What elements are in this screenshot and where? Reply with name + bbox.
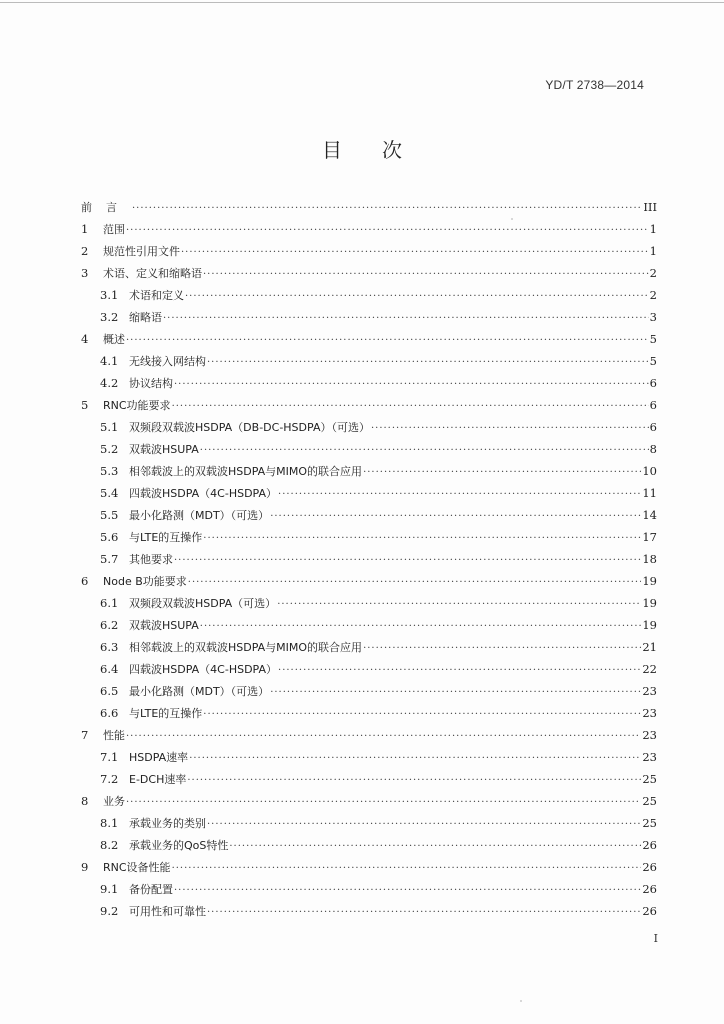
toc-entry-number: 6.5 bbox=[100, 684, 119, 698]
scan-speck bbox=[520, 1000, 522, 1002]
toc-entry[interactable] bbox=[81, 482, 657, 504]
toc-entry-page: 26 bbox=[642, 860, 657, 874]
toc-entry[interactable] bbox=[81, 702, 657, 724]
toc-leader-dots bbox=[174, 880, 641, 902]
toc-leader-dots bbox=[126, 726, 641, 748]
toc-entry-number: 5.7 bbox=[100, 552, 119, 566]
toc-entry-page: 26 bbox=[642, 882, 657, 896]
toc-entry-label: 性能 bbox=[103, 729, 125, 742]
toc-entry[interactable] bbox=[81, 856, 657, 878]
toc-entry[interactable] bbox=[81, 306, 657, 328]
toc-leader-dots bbox=[207, 352, 649, 374]
toc-entry-label: 双载波HSUPA bbox=[129, 619, 199, 632]
toc-entry-number: 9.1 bbox=[100, 882, 119, 896]
toc-entry-number: 3 bbox=[81, 266, 89, 280]
toc-entry-number: 7 bbox=[81, 728, 89, 742]
toc-entry[interactable] bbox=[81, 526, 657, 548]
toc-leader-dots bbox=[277, 594, 641, 616]
toc-entry-label: 承载业务的类别 bbox=[129, 817, 206, 830]
toc-entry-page: 25 bbox=[642, 816, 657, 830]
toc-entry-number: 5.6 bbox=[100, 530, 119, 544]
toc-entry-page: 11 bbox=[642, 486, 657, 500]
toc-entry-number: 9 bbox=[81, 860, 89, 874]
toc-leader-dots bbox=[200, 440, 649, 462]
toc-leader-dots bbox=[126, 220, 649, 242]
toc-entry[interactable] bbox=[81, 394, 657, 416]
toc-entry-label: 规范性引用文件 bbox=[103, 245, 180, 258]
toc-entry-page: 23 bbox=[642, 728, 657, 742]
toc-entry-number: 8.1 bbox=[100, 816, 119, 830]
standard-code: YD/T 2738—2014 bbox=[545, 78, 644, 92]
page-number: I bbox=[653, 932, 658, 945]
toc-entry-number: 1 bbox=[81, 222, 89, 236]
toc-entry-page: 5 bbox=[649, 354, 657, 368]
toc-leader-dots bbox=[203, 528, 641, 550]
scan-top-edge bbox=[0, 2, 724, 3]
toc-entry[interactable] bbox=[81, 834, 657, 856]
toc-leader-dots bbox=[163, 308, 649, 330]
toc-entry[interactable] bbox=[81, 460, 657, 482]
toc-entry-page: 6 bbox=[649, 376, 657, 390]
scan-speck bbox=[511, 218, 513, 220]
toc-leader-dots bbox=[203, 704, 641, 726]
table-of-contents bbox=[81, 196, 657, 922]
toc-entry-number: 7.2 bbox=[100, 772, 119, 786]
toc-entry-number: 5.1 bbox=[100, 420, 119, 434]
toc-entry-page: 2 bbox=[649, 288, 657, 302]
toc-entry-number: 8.2 bbox=[100, 838, 119, 852]
toc-entry-label: 双频段双载波HSDPA（可选） bbox=[129, 597, 277, 610]
toc-entry-number: 5.4 bbox=[100, 486, 119, 500]
toc-entry[interactable] bbox=[81, 790, 657, 812]
toc-entry-number: 7.1 bbox=[100, 750, 119, 764]
toc-entry[interactable] bbox=[81, 416, 657, 438]
toc-entry[interactable] bbox=[81, 592, 657, 614]
toc-entry-label: 与LTE的互操作 bbox=[129, 531, 203, 544]
toc-leader-dots bbox=[126, 330, 649, 352]
toc-entry-page: 8 bbox=[649, 442, 657, 456]
toc-entry[interactable] bbox=[81, 724, 657, 746]
toc-entry-page: 1 bbox=[649, 244, 657, 258]
toc-entry-label: 双载波HSUPA bbox=[129, 443, 199, 456]
toc-entry-page: 23 bbox=[642, 706, 657, 720]
toc-leader-dots bbox=[174, 550, 641, 572]
toc-entry-label: 相邻载波上的双载波HSDPA与MIMO的联合应用 bbox=[129, 641, 363, 654]
toc-leader-dots bbox=[187, 770, 641, 792]
toc-entry-page: 19 bbox=[642, 596, 657, 610]
toc-entry-page: 19 bbox=[642, 574, 657, 588]
toc-entry[interactable] bbox=[81, 262, 657, 284]
toc-entry-number: 6.3 bbox=[100, 640, 119, 654]
toc-entry-label: 概述 bbox=[103, 333, 125, 346]
toc-leader-dots bbox=[371, 418, 649, 440]
toc-leader-dots bbox=[229, 836, 641, 858]
toc-entry-page: III bbox=[643, 200, 657, 214]
toc-entry-page: 3 bbox=[649, 310, 657, 324]
toc-entry[interactable] bbox=[81, 218, 657, 240]
toc-entry[interactable] bbox=[81, 240, 657, 262]
toc-entry[interactable] bbox=[81, 680, 657, 702]
toc-entry-number: 6.1 bbox=[100, 596, 119, 610]
toc-entry-page: 19 bbox=[642, 618, 657, 632]
toc-entry-label: 四载波HSDPA（4C-HSDPA） bbox=[129, 487, 278, 500]
toc-entry-number: 2 bbox=[81, 244, 89, 258]
toc-entry-number: 3.1 bbox=[100, 288, 119, 302]
toc-entry-label: 与LTE的互操作 bbox=[129, 707, 203, 720]
toc-entry-label: E-DCH速率 bbox=[129, 773, 187, 786]
toc-entry[interactable] bbox=[81, 878, 657, 900]
toc-entry-page: 6 bbox=[649, 398, 657, 412]
toc-entry[interactable] bbox=[81, 504, 657, 526]
toc-entry[interactable] bbox=[81, 350, 657, 372]
toc-leader-dots bbox=[132, 198, 642, 220]
toc-entry-number: 6.6 bbox=[100, 706, 119, 720]
toc-entry-label: 双频段双载波HSDPA（DB-DC-HSDPA）（可选） bbox=[129, 421, 370, 434]
toc-leader-dots bbox=[207, 902, 641, 924]
toc-entry[interactable] bbox=[81, 900, 657, 922]
toc-entry-number: 5.5 bbox=[100, 508, 119, 522]
toc-entry-label: 四载波HSDPA（4C-HSDPA） bbox=[129, 663, 278, 676]
toc-entry-page: 22 bbox=[642, 662, 657, 676]
toc-entry-label: 范围 bbox=[103, 223, 125, 236]
toc-entry-page: 26 bbox=[642, 904, 657, 918]
toc-entry[interactable] bbox=[81, 372, 657, 394]
toc-leader-dots bbox=[188, 572, 642, 594]
toc-entry-page: 26 bbox=[642, 838, 657, 852]
toc-leader-dots bbox=[126, 792, 641, 814]
toc-entry-page: 23 bbox=[642, 684, 657, 698]
toc-leader-dots bbox=[181, 242, 649, 264]
toc-entry-page: 21 bbox=[642, 640, 657, 654]
toc-entry-page: 18 bbox=[642, 552, 657, 566]
toc-entry-number: 5.3 bbox=[100, 464, 119, 478]
toc-entry-label: 最小化路测（MDT）（可选） bbox=[129, 685, 270, 698]
toc-entry-label: 术语和定义 bbox=[129, 289, 184, 302]
toc-entry-label: 前言 bbox=[81, 201, 131, 214]
toc-entry-number: 4 bbox=[81, 332, 89, 346]
toc-entry[interactable] bbox=[81, 570, 657, 592]
toc-entry-label: 其他要求 bbox=[129, 553, 173, 566]
toc-entry-label: 缩略语 bbox=[129, 311, 162, 324]
toc-entry-number: 6 bbox=[81, 574, 89, 588]
toc-leader-dots bbox=[174, 374, 649, 396]
toc-entry-number: 6.4 bbox=[100, 662, 119, 676]
toc-entry[interactable] bbox=[81, 328, 657, 350]
toc-leader-dots bbox=[278, 484, 641, 506]
toc-entry[interactable] bbox=[81, 812, 657, 834]
toc-entry-page: 6 bbox=[649, 420, 657, 434]
toc-entry-label: 承载业务的QoS特性 bbox=[129, 839, 229, 852]
toc-entry[interactable] bbox=[81, 196, 657, 218]
toc-leader-dots bbox=[203, 264, 649, 286]
toc-entry-number: 4.1 bbox=[100, 354, 119, 368]
toc-leader-dots bbox=[172, 396, 649, 418]
toc-leader-dots bbox=[207, 814, 641, 836]
toc-entry[interactable] bbox=[81, 614, 657, 636]
toc-entry-number: 8 bbox=[81, 794, 89, 808]
toc-leader-dots bbox=[363, 638, 641, 660]
toc-leader-dots bbox=[278, 660, 641, 682]
toc-entry-label: 业务 bbox=[103, 795, 125, 808]
toc-entry-label: 无线接入网结构 bbox=[129, 355, 206, 368]
toc-entry[interactable] bbox=[81, 636, 657, 658]
toc-entry-label: Node B功能要求 bbox=[103, 575, 187, 588]
toc-entry-page: 23 bbox=[642, 750, 657, 764]
toc-entry-number: 9.2 bbox=[100, 904, 119, 918]
toc-leader-dots bbox=[270, 682, 641, 704]
toc-entry-label: RNC设备性能 bbox=[103, 861, 171, 874]
toc-entry-page: 25 bbox=[642, 794, 657, 808]
toc-entry-label: 术语、定义和缩略语 bbox=[103, 267, 202, 280]
toc-entry-number: 4.2 bbox=[100, 376, 119, 390]
toc-entry-number: 6.2 bbox=[100, 618, 119, 632]
toc-leader-dots bbox=[185, 286, 649, 308]
toc-entry-number: 5.2 bbox=[100, 442, 119, 456]
toc-entry-page: 10 bbox=[642, 464, 657, 478]
toc-entry-label: HSDPA速率 bbox=[129, 751, 189, 764]
toc-entry-page: 5 bbox=[649, 332, 657, 346]
toc-leader-dots bbox=[189, 748, 641, 770]
toc-entry[interactable] bbox=[81, 746, 657, 768]
toc-leader-dots bbox=[172, 858, 642, 880]
toc-entry-page: 1 bbox=[649, 222, 657, 236]
toc-entry-page: 25 bbox=[642, 772, 657, 786]
toc-entry[interactable] bbox=[81, 658, 657, 680]
toc-entry-number: 5 bbox=[81, 398, 89, 412]
toc-entry-label: RNC功能要求 bbox=[103, 399, 171, 412]
toc-leader-dots bbox=[363, 462, 641, 484]
toc-entry-label: 相邻载波上的双载波HSDPA与MIMO的联合应用 bbox=[129, 465, 363, 478]
toc-entry-label: 可用性和可靠性 bbox=[129, 905, 206, 918]
toc-entry-page: 14 bbox=[642, 508, 657, 522]
toc-entry[interactable] bbox=[81, 284, 657, 306]
toc-leader-dots bbox=[270, 506, 641, 528]
toc-entry[interactable] bbox=[81, 768, 657, 790]
page-title: 目次 bbox=[322, 138, 442, 162]
toc-entry[interactable] bbox=[81, 438, 657, 460]
toc-entry-page: 2 bbox=[649, 266, 657, 280]
toc-entry-label: 备份配置 bbox=[129, 883, 173, 896]
toc-entry-label: 协议结构 bbox=[129, 377, 173, 390]
toc-entry-label: 最小化路测（MDT）（可选） bbox=[129, 509, 270, 522]
toc-entry-number: 3.2 bbox=[100, 310, 119, 324]
toc-entry[interactable] bbox=[81, 548, 657, 570]
toc-leader-dots bbox=[200, 616, 642, 638]
toc-entry-page: 17 bbox=[642, 530, 657, 544]
